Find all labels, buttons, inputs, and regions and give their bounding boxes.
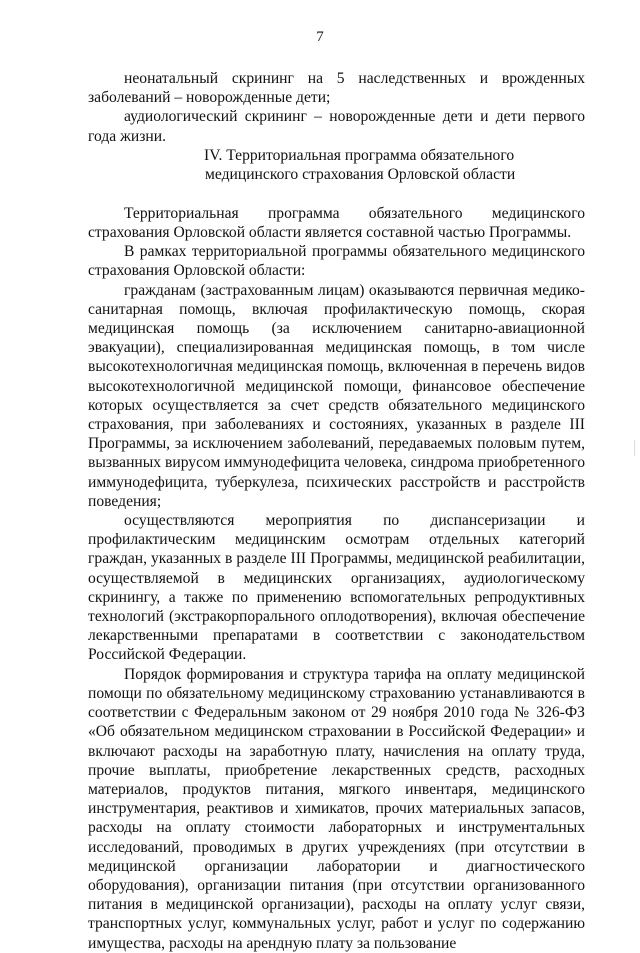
section-heading-line-2: медицинского страхования Орловской области xyxy=(205,165,516,183)
paragraph-dispensarization: осуществляются мероприятия по диспансеризации и профилактическим медицинским осмотрам отдельных категорий граждан, указанных в разделе III Программы, медицинской реабилитации, осуществляемой в медицинских организациях, аудиологическому скринингу, а также по применению вспомогательных репродуктивных технологий (экстракорпорального оплодотворения), включая обеспечение лекарственными препаратами в соответствии с законодательством Российской Федерации. xyxy=(88,512,585,664)
document-body xyxy=(88,69,585,953)
paragraph-within-program: В рамках территориальной программы обязательного медицинского страхования Орловской области: xyxy=(88,243,585,280)
paragraph-audiological-screening: аудиологический скрининг – новорожденные дети и дети первого года жизни. xyxy=(88,108,585,145)
paragraph-neonatal-screening: неонатальный скрининг на 5 наследственных и врожденных заболеваний – новорожденные дети; xyxy=(88,70,585,107)
paragraph-tariff-structure: Порядок формирования и структура тарифа на оплату медицинской помощи по обязательному медицинскому страхованию устанавливаются в соответствии с Федеральным законом от 29 ноября 2010 года № 326-ФЗ «Об обязательном медицинском страховании в Российской Федерации» и включают расходы на заработную плату, начисления на оплату труда, прочие выплаты, приобретение лекарственных средств, расходных материалов, продуктов питания, мягкого инвентаря, медицинского инструментария, реактивов и химикатов, прочих материальных запасов, расходы на оплату стоимости лабораторных и инструментальных исследований, проводимых в других учреждениях (при отсутствии в медицинской организации лаборатории и диагностического оборудования), организации питания (при отсутствии организованного питания в медицинской организации), расходы на оплату услуг связи, транспортных услуг, коммунальных услуг, работ и услуг по содержанию имущества, расходы на арендную плату за пользование xyxy=(88,665,585,952)
page-number: 7 xyxy=(316,29,324,45)
section-heading-line-1: IV. Территориальная программа обязательного xyxy=(204,146,515,164)
paragraph-territorial-program: Территориальная программа обязательного медицинского страхования Орловской области является составной частью Программы. xyxy=(88,204,585,242)
paragraph-medical-care-provided: гражданам (застрахованным лицам) оказываются первичная медико-санитарная помощь, включая профилактическую помощь, скорая медицинская помощь (за исключением санитарно-авиационной эвакуации), специализированная медицинская помощь, в том числе высокотехнологичная медицинская помощь, включенная в перечень видов высокотехнологичной медицинской помощи, финансовое обеспечение которых осуществляется за счет средств обязательного медицинского страхования, при заболеваниях и состояниях, указанных в разделе III Программы, за исключением заболеваний, передаваемых половым путем, вызванных вирусом иммунодефицита человека, синдрома приобретенного иммунодефицита, туберкулеза, психических расстройств и расстройств поведения; xyxy=(88,281,585,510)
section-heading xyxy=(88,146,585,184)
scan-edge-mark xyxy=(634,440,638,456)
section-gap xyxy=(88,184,585,204)
